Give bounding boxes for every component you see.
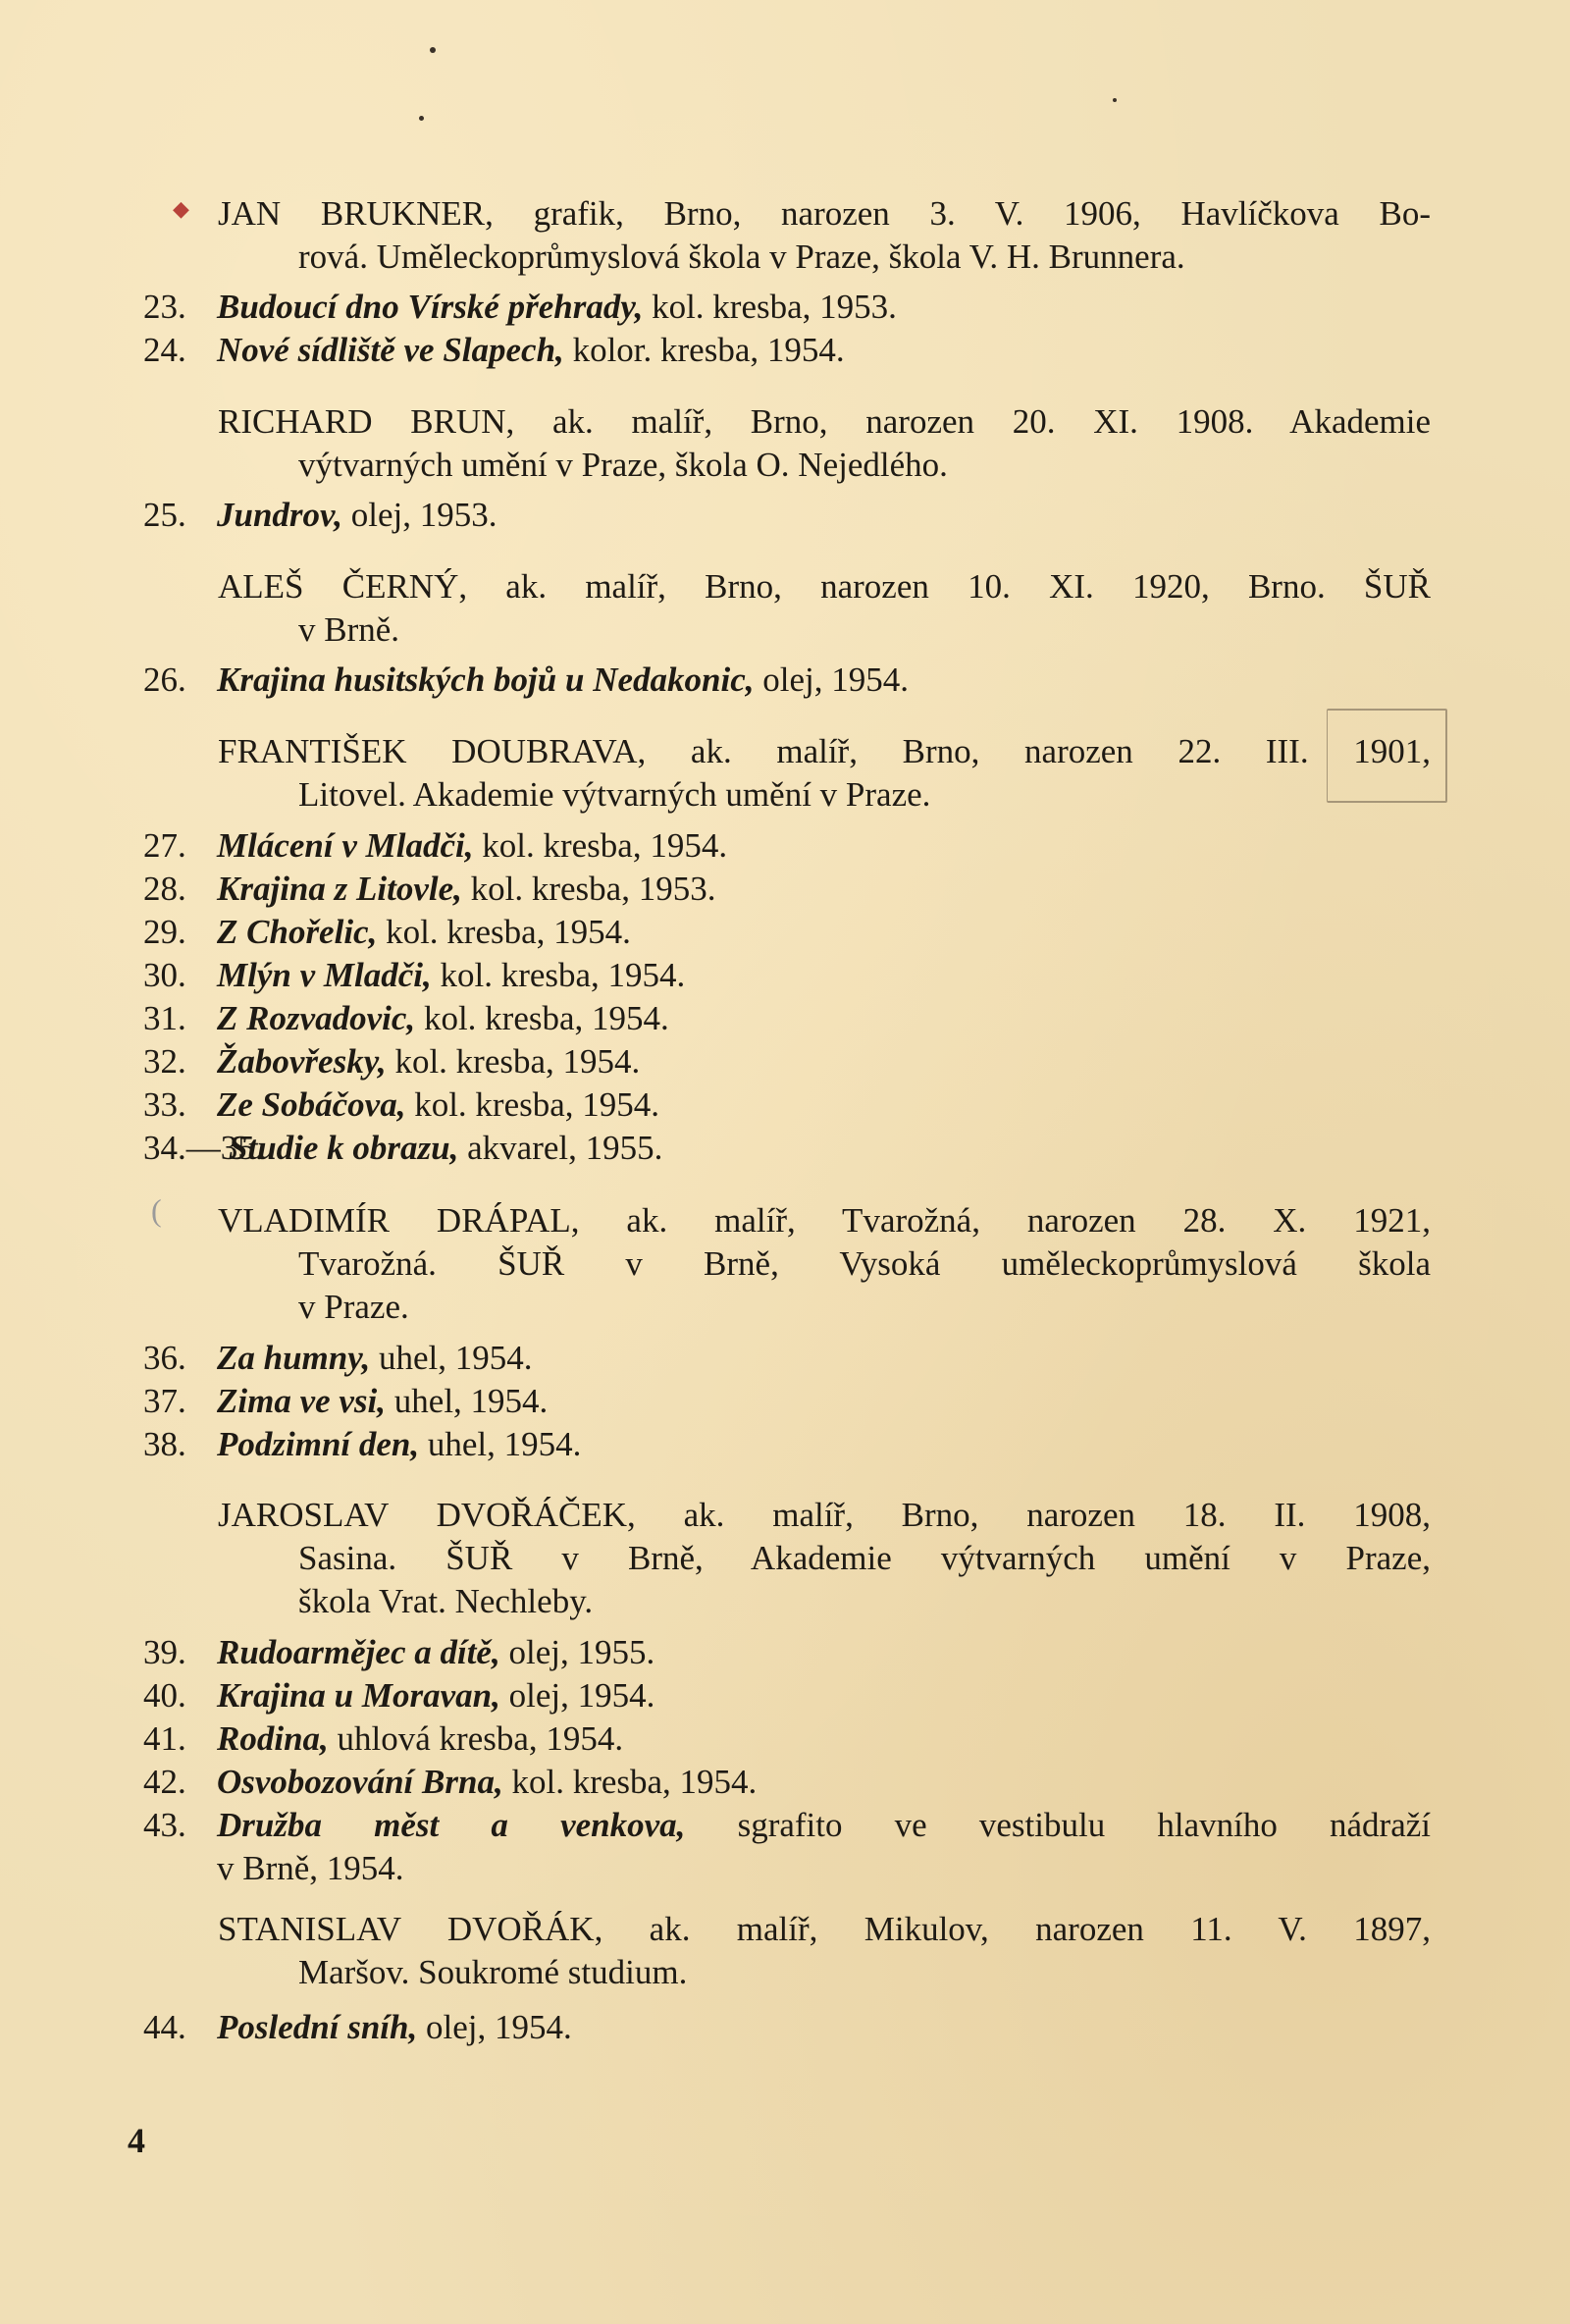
item-number: 37. <box>143 1382 186 1420</box>
work-details: kol. kresba, 1954. <box>415 999 669 1037</box>
work-item <box>143 1040 640 1083</box>
item-number: 32. <box>143 1042 186 1081</box>
artist-line: JAROSLAV DVOŘÁČEK, ak. malíř, Brno, narozen 18. II. 1908, <box>218 1496 1431 1534</box>
artist-line: Litovel. Akademie výtvarných umění v Praze. <box>298 775 931 814</box>
work-title: Budoucí dno Vírské přehrady, <box>217 288 644 326</box>
work-details: sgrafito ve vestibulu hlavního nádraží <box>685 1806 1432 1844</box>
work-details: olej, 1955. <box>499 1633 655 1671</box>
work-details: akvarel, 1955. <box>458 1129 663 1167</box>
item-number: 31. <box>143 999 186 1037</box>
work-details: kol. kresba, 1953. <box>643 288 897 326</box>
work-details: uhel, 1954. <box>370 1339 533 1377</box>
item-number: 36. <box>143 1339 186 1377</box>
work-title: Nové sídliště ve Slapech, <box>217 331 564 369</box>
work-item <box>143 911 631 954</box>
work-item <box>143 868 715 911</box>
page-number: 4 <box>128 2121 145 2160</box>
item-number: 34.—35. <box>143 1129 264 1167</box>
work-details: uhel, 1954. <box>386 1382 549 1420</box>
work-item <box>143 1423 581 1466</box>
item-number: 24. <box>143 331 186 369</box>
work-item <box>143 824 727 868</box>
artist-line: Sasina. ŠUŘ v Brně, Akademie výtvarných umění v Praze, <box>298 1539 1431 1577</box>
work-details: kol. kresba, 1954. <box>431 956 686 994</box>
work-item <box>143 1631 654 1674</box>
work-details: olej, 1953. <box>342 496 497 534</box>
work-title: Studie k obrazu, <box>229 1129 459 1167</box>
pencil-bracket-mark: ( <box>151 1192 162 1228</box>
work-continuation: v Brně, 1954. <box>217 1849 404 1887</box>
work-details: uhel, 1954. <box>419 1425 582 1463</box>
ink-speck <box>1113 98 1117 102</box>
artist-line: VLADIMÍR DRÁPAL, ak. malíř, Tvarožná, narozen 28. X. 1921, <box>218 1201 1431 1240</box>
ink-speck <box>419 116 424 121</box>
artist-line: Tvarožná. ŠUŘ v Brně, Vysoká uměleckoprůmyslová škola <box>298 1244 1431 1283</box>
artist-line: Maršov. Soukromé studium. <box>298 1953 688 1991</box>
work-title: Z Rozvadovic, <box>217 999 416 1037</box>
work-title: Krajina husitských bojů u Nedakonic, <box>217 660 755 699</box>
work-title: Z Chořelic, <box>217 913 378 951</box>
item-number: 44. <box>143 2008 186 2046</box>
item-number: 25. <box>143 496 186 534</box>
work-item <box>143 659 909 702</box>
work-title: Osvobozování Brna, <box>217 1763 503 1801</box>
work-details: kol. kresba, 1954. <box>405 1085 660 1124</box>
work-details: kol. kresba, 1954. <box>502 1763 758 1801</box>
work-details: uhlová kresba, 1954. <box>328 1719 624 1758</box>
item-number: 40. <box>143 1676 186 1715</box>
work-title: Rodina, <box>217 1719 329 1758</box>
artist-line: JAN BRUKNER, grafik, Brno, narozen 3. V. 1906, Havlíčkova Bo- <box>218 194 1431 233</box>
item-number: 26. <box>143 660 186 699</box>
work-item <box>143 329 845 372</box>
work-title: Rudoarmějec a dítě, <box>217 1633 500 1671</box>
work-details: kol. kresba, 1954. <box>386 1042 641 1081</box>
work-item <box>143 1761 757 1804</box>
work-item <box>143 2006 572 2049</box>
work-title: Za humny, <box>217 1339 371 1377</box>
artist-line: RICHARD BRUN, ak. malíř, Brno, narozen 20. XI. 1908. Akademie <box>218 402 1431 441</box>
artist-line: ALEŠ ČERNÝ, ak. malíř, Brno, narozen 10. XI. 1920, Brno. ŠUŘ <box>218 567 1431 606</box>
item-number: 30. <box>143 956 186 994</box>
work-item <box>143 1717 623 1761</box>
work-title: Žabovřesky, <box>217 1042 387 1081</box>
work-item <box>143 1674 654 1717</box>
work-details: olej, 1954. <box>499 1676 655 1715</box>
work-item <box>143 1804 1431 1847</box>
work-details: olej, 1954. <box>417 2008 572 2046</box>
work-details: kol. kresba, 1954. <box>377 913 631 951</box>
artist-line: v Praze. <box>298 1288 409 1326</box>
ink-speck <box>430 47 436 53</box>
work-details: kol. kresba, 1953. <box>461 870 716 908</box>
work-title: Mlýn v Mladči, <box>217 956 432 994</box>
item-number: 39. <box>143 1633 186 1671</box>
item-number: 38. <box>143 1425 186 1463</box>
work-item <box>143 1337 533 1380</box>
item-number: 23. <box>143 288 186 326</box>
item-number: 33. <box>143 1085 186 1124</box>
artist-line: STANISLAV DVOŘÁK, ak. malíř, Mikulov, narozen 11. V. 1897, <box>218 1910 1431 1948</box>
work-item <box>143 1127 662 1170</box>
item-number: 28. <box>143 870 186 908</box>
item-number: 42. <box>143 1763 186 1801</box>
artist-line: výtvarných umění v Praze, škola O. Nejedlého. <box>298 446 948 484</box>
work-details: kol. kresba, 1954. <box>473 826 728 865</box>
work-title: Ze Sobáčova, <box>217 1085 406 1124</box>
work-item <box>143 1380 548 1423</box>
red-diamond-mark: ◆ <box>173 196 189 221</box>
item-number: 29. <box>143 913 186 951</box>
item-number: 41. <box>143 1719 186 1758</box>
work-title: Mlácení v Mladči, <box>217 826 474 865</box>
work-title: Družba měst a venkova, <box>217 1806 686 1844</box>
work-item <box>143 286 897 329</box>
work-title: Krajina z Litovle, <box>217 870 462 908</box>
work-details: kolor. kresba, 1954. <box>563 331 845 369</box>
work-title: Podzimní den, <box>217 1425 420 1463</box>
artist-line: škola Vrat. Nechleby. <box>298 1582 594 1620</box>
work-title: Jundrov, <box>217 496 343 534</box>
artist-line: v Brně. <box>298 610 400 649</box>
item-number: 27. <box>143 826 186 865</box>
work-item <box>143 494 497 537</box>
work-details: olej, 1954. <box>754 660 909 699</box>
artist-line: rová. Uměleckoprůmyslová škola v Praze, škola V. H. Brunnera. <box>298 238 1185 276</box>
work-title: Krajina u Moravan, <box>217 1676 500 1715</box>
work-item <box>143 997 669 1040</box>
work-item <box>143 954 685 997</box>
work-title: Zima ve vsi, <box>217 1382 387 1420</box>
work-title: Poslední sníh, <box>217 2008 418 2046</box>
item-number: 43. <box>143 1806 186 1844</box>
work-item <box>143 1083 659 1127</box>
artist-line: FRANTIŠEK DOUBRAVA, ak. malíř, Brno, narozen 22. III. 1901, <box>218 732 1431 770</box>
